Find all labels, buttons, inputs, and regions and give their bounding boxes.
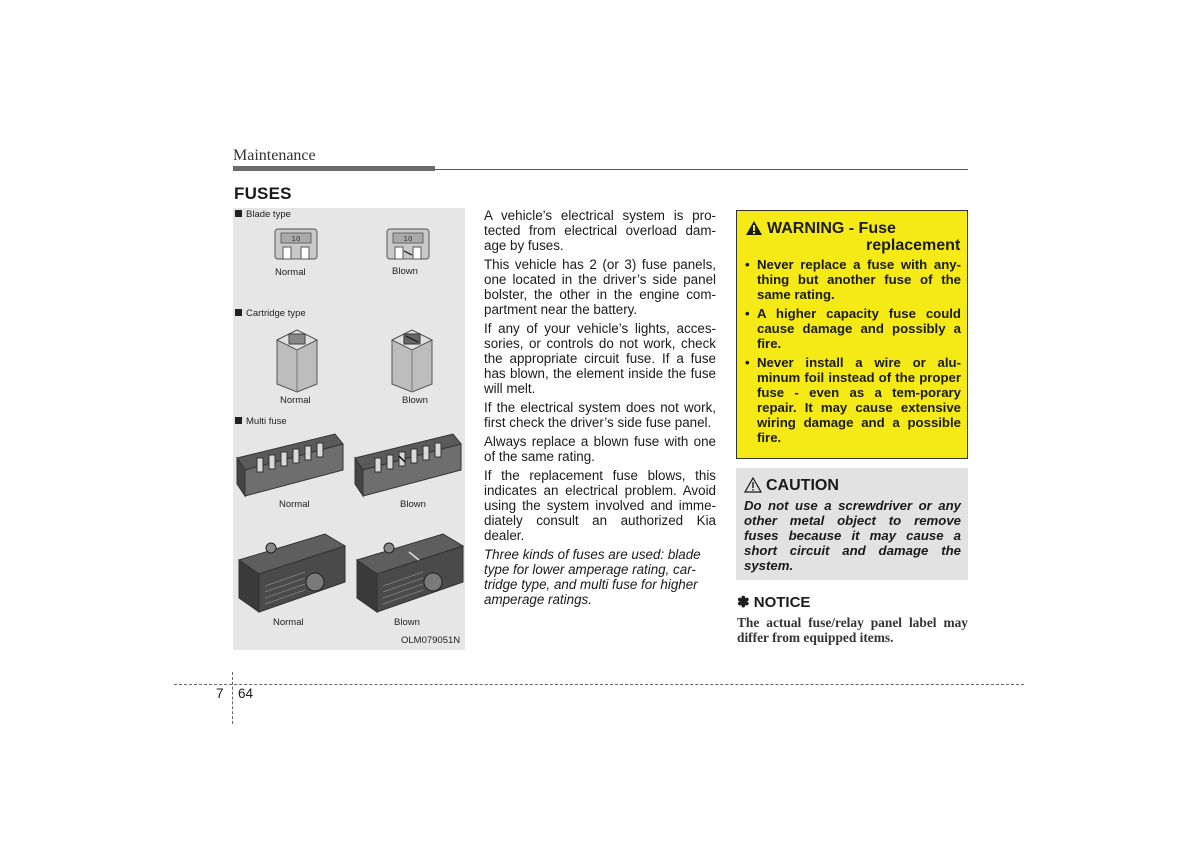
figure-group-label: Blade type	[235, 209, 291, 220]
caution-triangle-icon	[744, 477, 762, 493]
caution-title: CAUTION	[766, 477, 839, 494]
figure-caption: Normal	[273, 617, 304, 628]
figure-caption: Blown	[392, 266, 418, 277]
cartridge-fuse-normal-image	[269, 326, 325, 394]
caution-box	[736, 468, 968, 580]
header-rule-thin	[435, 169, 968, 170]
paragraph: Always replace a blown fuse with one of the same rating.	[484, 434, 716, 464]
header-rule-thick	[233, 166, 435, 171]
multi-fuse-large-blown-image	[353, 530, 465, 614]
multi-fuse-normal-image	[235, 430, 347, 498]
warning-item: • Never replace a fuse with any-thing but another fuse of the same rating.	[745, 257, 961, 302]
svg-text:10: 10	[403, 235, 413, 243]
italic-note: Three kinds of fuses are used: blade type for lower amperage rating, car-tridge type, and multi fuse for higher amperage ratings.	[484, 547, 701, 607]
figure-caption: Normal	[280, 395, 311, 406]
figure-group-label: Cartridge type	[235, 308, 306, 319]
paragraph: If the replacement fuse blows, this indicates an electrical problem. Avoid using the system involved and imme-diately consult an authorized Kia dealer.	[484, 468, 716, 543]
warning-title: WARNING - Fuse	[767, 220, 896, 237]
multi-fuse-large-normal-image	[235, 530, 347, 614]
figure-caption: Blown	[394, 617, 420, 628]
fuse-figure-panel	[233, 208, 465, 650]
figure-caption: Blown	[402, 395, 428, 406]
notice-symbol-icon: ✽	[737, 594, 750, 611]
cartridge-fuse-blown-image	[384, 326, 440, 394]
warning-triangle-icon	[745, 220, 763, 236]
paragraph: If any of your vehicle’s lights, acces-sories, or controls do not work, check the appropriate circuit fuse. If a fuse has blown, the element inside the fuse will melt.	[484, 321, 716, 396]
caution-text: Do not use a screwdriver or any other metal object to remove fuses because it may cause a short circuit and damage the system.	[744, 498, 961, 573]
warning-item: • A higher capacity fuse could cause damage and possibly a fire.	[745, 306, 961, 351]
paragraph: A vehicle’s electrical system is pro-tected from electrical overload dam-age by fuses.	[484, 208, 716, 253]
figure-code: OLM079051N	[401, 635, 461, 646]
section-title: Maintenance	[233, 147, 316, 164]
blade-fuse-blown-image	[383, 225, 433, 265]
warning-box	[736, 210, 968, 459]
blade-fuse-normal-image	[271, 225, 321, 265]
svg-text:10: 10	[291, 235, 301, 243]
warning-item: • Never install a wire or alu-minum foil instead of the proper fuse - even as a tem-porary repair. It may cause extensive wiring damage and a possible fire.	[745, 355, 961, 445]
paragraph: This vehicle has 2 (or 3) fuse panels, one located in the driver’s side panel bolster, the other in the engine com-partment near the battery.	[484, 257, 716, 317]
page-heading: FUSES	[234, 184, 292, 203]
figure-group-label: Multi fuse	[235, 416, 287, 427]
page-number: 64	[238, 686, 254, 701]
body-text	[484, 208, 716, 611]
figure-caption: Normal	[275, 267, 306, 278]
figure-caption: Blown	[400, 499, 426, 510]
footer-rule	[174, 684, 1024, 685]
figure-caption: Normal	[279, 499, 310, 510]
multi-fuse-blown-image	[353, 430, 465, 498]
warning-subtitle: replacement	[866, 237, 961, 254]
notice-text: The actual fuse/relay panel label may differ from equipped items.	[737, 615, 968, 645]
notice-title: ✽ NOTICE	[737, 594, 811, 611]
paragraph: If the electrical system does not work, first check the driver’s side fuse panel.	[484, 400, 716, 430]
footer-divider	[232, 672, 233, 724]
chapter-number: 7	[216, 686, 224, 701]
